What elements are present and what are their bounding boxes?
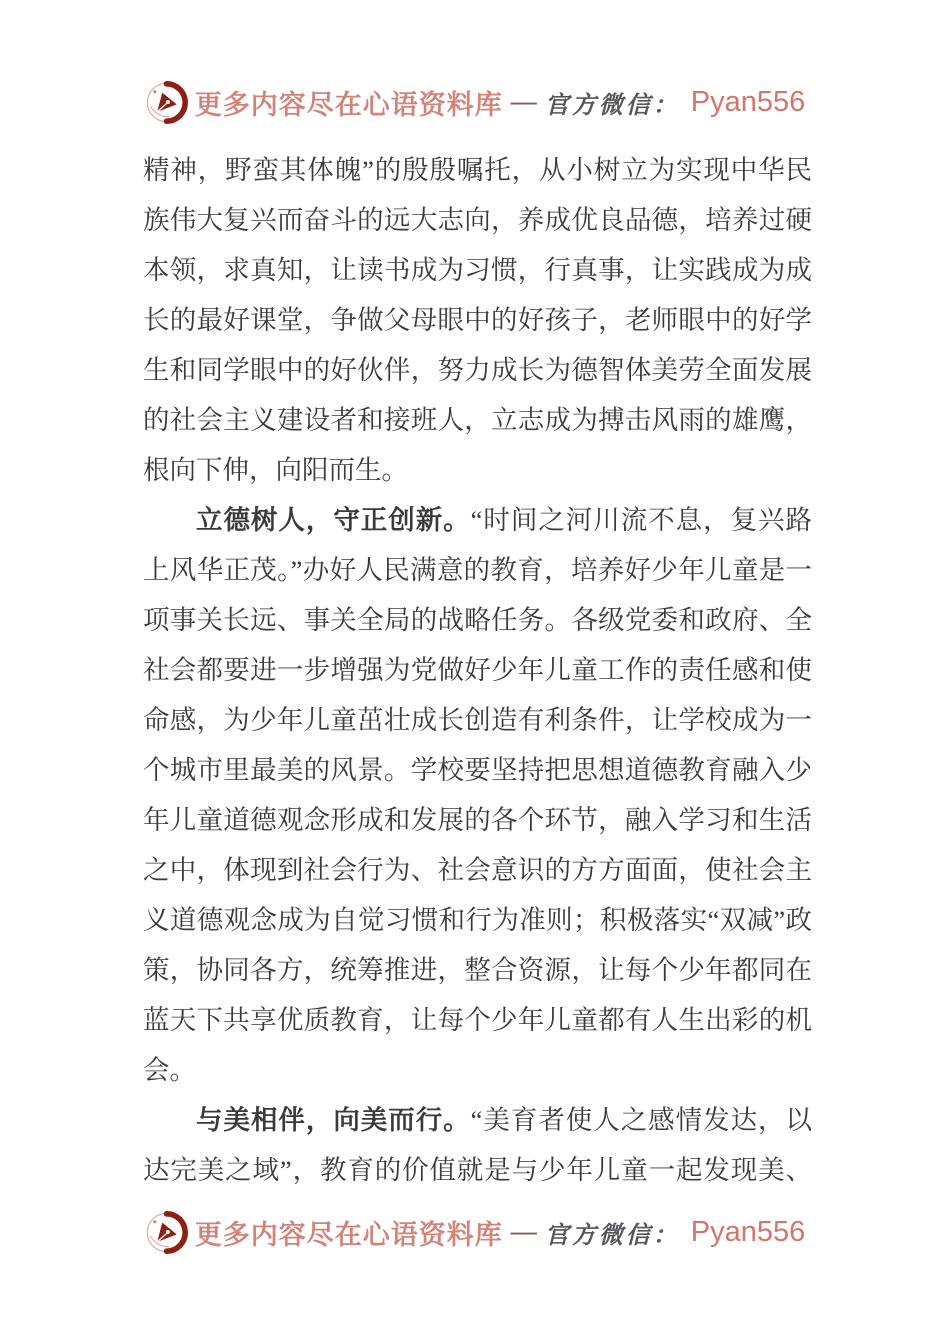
watermark-footer bbox=[0, 1208, 950, 1256]
paragraph-lide-shuren bbox=[143, 495, 812, 1095]
watermark-separator: — bbox=[510, 87, 537, 116]
watermark-wechat-id: Pyan556 bbox=[690, 85, 806, 118]
pen-nib-logo-icon bbox=[145, 81, 188, 124]
watermark-wechat-label: 官方微信： bbox=[544, 1222, 680, 1249]
watermark-header bbox=[0, 78, 950, 126]
watermark-brand-text: 更多内容尽在心语资料库 bbox=[194, 89, 503, 120]
paragraph-text: 精神，野蛮其体魄”的殷殷嘱托，从小树立为实现中华民族伟大复兴而奋斗的远大志向，养成优良品德，培养过硬本领，求真知，让读书成为习惯，行真事，让实践成为成长的最好课堂，争做父母眼中的好孩子，老师眼中的好学生和同学眼中的好伙伴，努力成长为德智体美劳全面发展的社会主义建设者和接班人，立志成为搏击风雨的雄鹰，根向下伸，向阳而生。 bbox=[143, 155, 812, 485]
paragraph-text: “时间之河川流不息，复兴路上风华正茂。”办好人民满意的教育，培养好少年儿童是一项事关长远、事关全局的战略任务。各级党委和政府、全社会都要进一步增强为党做好少年儿童工作的责任感和使命感，为少年儿童茁壮成长创造有利条件，让学校成为一个城市里最美的风景。学校要坚持把思想道德教育融入少年儿童道德观念形成和发展的各个环节，融入学习和生活之中，体现到社会行为、社会意识的方方面面，使社会主义道德观念成为自觉习惯和行为准则；积极落实“双减”政策，协同各方，统筹推进，整合资源，让每个少年都同在蓝天下共享优质教育，让每个少年儿童都有人生出彩的机会。 bbox=[143, 505, 813, 1085]
pen-nib-logo-icon bbox=[145, 1211, 188, 1254]
paragraph-continuation bbox=[143, 145, 812, 495]
watermark-separator: — bbox=[510, 1217, 537, 1246]
watermark-wechat-id: Pyan556 bbox=[690, 1215, 806, 1248]
paragraph-lead: 与美相伴，向美而行。 bbox=[196, 1105, 471, 1135]
paragraph-lead: 立德树人，守正创新。 bbox=[196, 505, 471, 535]
paragraph-yumei-xiangban bbox=[143, 1095, 812, 1195]
document-body bbox=[143, 145, 812, 1195]
paragraph-text: “美育者使人之感情发达，以达完美之域”，教育的价值就是与少年儿童一起发现美、 bbox=[143, 1105, 813, 1185]
watermark-wechat-label: 官方微信： bbox=[544, 92, 680, 119]
watermark-brand-text: 更多内容尽在心语资料库 bbox=[194, 1219, 503, 1250]
